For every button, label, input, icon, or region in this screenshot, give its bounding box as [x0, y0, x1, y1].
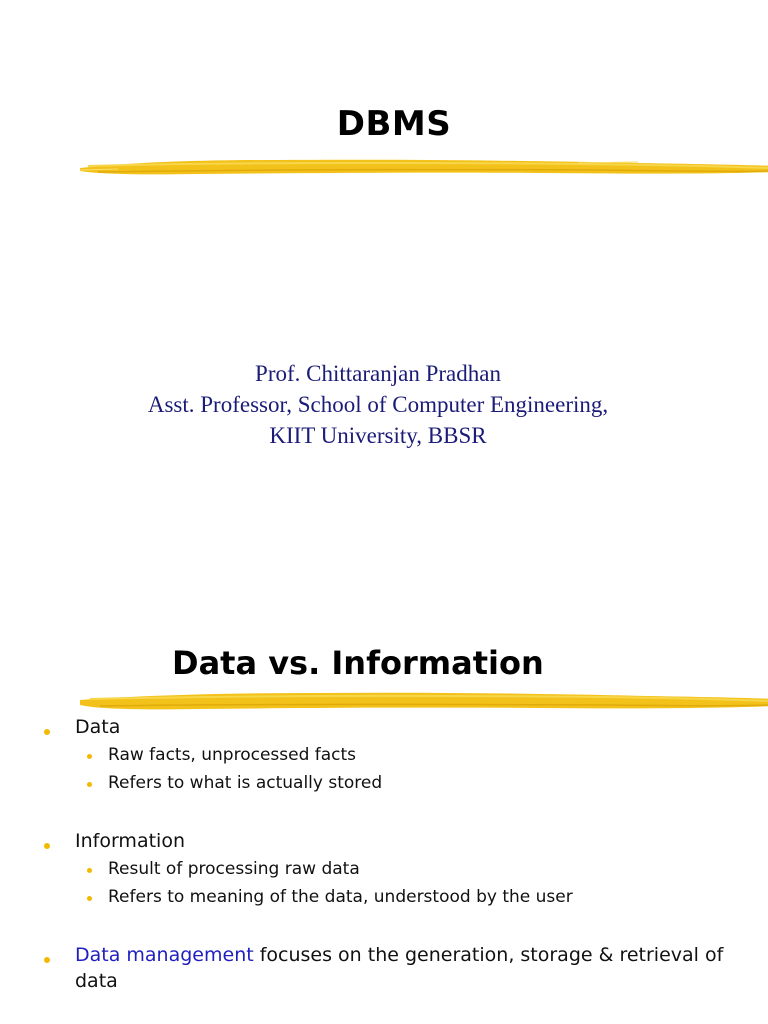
slide-title: Data vs. Information	[172, 644, 544, 682]
sub-bullet-item: Refers to meaning of the data, understood by the user	[108, 887, 573, 907]
author-institution: KIIT University, BBSR	[269, 423, 487, 448]
slide-title: DBMS	[336, 104, 452, 144]
sub-bullet-item: Refers to what is actually stored	[108, 773, 383, 793]
bullet-icon	[44, 729, 50, 735]
sub-bullet-item: Raw facts, unprocessed facts	[108, 745, 357, 765]
bullet-item	[75, 942, 735, 994]
highlighted-term: Data management	[75, 944, 254, 966]
sub-bullet-icon	[87, 754, 92, 759]
title-slide	[0, 0, 768, 500]
sub-bullet-item: Result of processing raw data	[108, 859, 360, 879]
sub-bullet-icon	[87, 896, 92, 901]
content-slide	[0, 500, 768, 1024]
bullet-icon	[44, 957, 50, 963]
author-name: Prof. Chittaranjan Pradhan	[255, 361, 501, 386]
bullet-item: Data	[75, 716, 121, 738]
bullet-text: focuses on the generation, storage & retrieval of	[253, 944, 724, 966]
bullet-text-continued: data	[75, 970, 118, 992]
author-position: Asst. Professor, School of Computer Engineering,	[147, 392, 609, 417]
bullet-item: Information	[75, 830, 185, 852]
sub-bullet-icon	[87, 782, 92, 787]
highlighter-underline	[78, 152, 768, 182]
sub-bullet-icon	[87, 868, 92, 873]
author-block	[0, 358, 756, 451]
bullet-icon	[44, 843, 50, 849]
highlighter-underline	[78, 686, 768, 716]
